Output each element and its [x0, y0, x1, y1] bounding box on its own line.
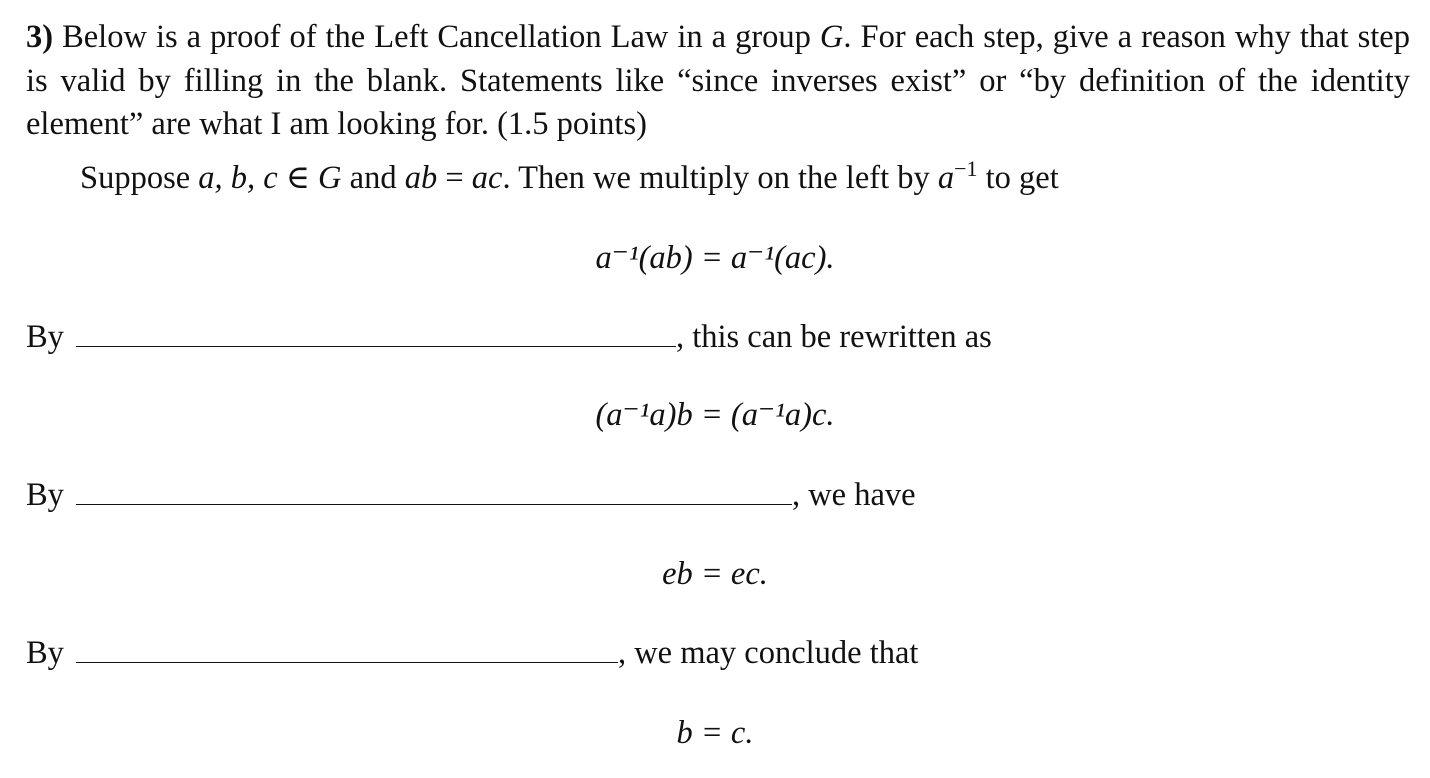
step-3-after: , we may conclude that: [617, 635, 919, 671]
step-2-blank[interactable]: [76, 474, 792, 505]
step-2-by: By: [26, 477, 64, 513]
setup-line: [80, 156, 1059, 200]
then-text: . Then we multiply on the left by: [502, 160, 938, 196]
equals-symbol: =: [437, 160, 472, 196]
equation-4: [0, 711, 1430, 755]
vars-math: a, b, c: [198, 160, 278, 196]
intro-text-1: Below is a proof of the Left Cancellation Law in a group: [53, 19, 820, 55]
step-1-by: By: [26, 319, 64, 355]
group-symbol: G: [819, 19, 844, 55]
step-1-blank[interactable]: [76, 316, 676, 347]
rhs-math: ac: [471, 160, 503, 196]
equation-3: [0, 552, 1430, 596]
step-2-after: , we have: [791, 477, 916, 513]
equation-4-text: b = c.: [676, 715, 754, 751]
step-3-by: By: [26, 635, 64, 671]
a-math: a: [937, 160, 955, 196]
equation-2: [0, 393, 1430, 437]
intro-text-2: . For each step, give a reason why that step is valid by filling in the blank. Statements like “since inverses exist” or “by definition of the identity element” are what I am looking for. (1.5 points): [26, 19, 1410, 142]
lhs-math: ab: [404, 160, 438, 196]
suppose-text: Suppose: [80, 160, 199, 196]
and-text: and: [341, 160, 405, 196]
step-3: [26, 631, 918, 675]
step-1-after: , this can be rewritten as: [675, 319, 992, 355]
equation-2-text: (a⁻¹a)b = (a⁻¹a)c.: [595, 397, 835, 433]
step-2: [26, 473, 916, 517]
equation-3-text: eb = ec.: [662, 556, 768, 592]
to-get-text: to get: [977, 160, 1059, 196]
equation-1: [0, 236, 1430, 280]
step-3-blank[interactable]: [76, 632, 618, 663]
problem-statement: [26, 16, 1410, 147]
element-of-symbol: ∈: [277, 160, 319, 196]
equation-1-text: a⁻¹(ab) = a⁻¹(ac).: [595, 240, 835, 276]
group-symbol-2: G: [318, 160, 342, 196]
step-1: [26, 315, 992, 359]
inverse-superscript: −1: [954, 156, 978, 181]
problem-number: 3): [26, 19, 54, 55]
